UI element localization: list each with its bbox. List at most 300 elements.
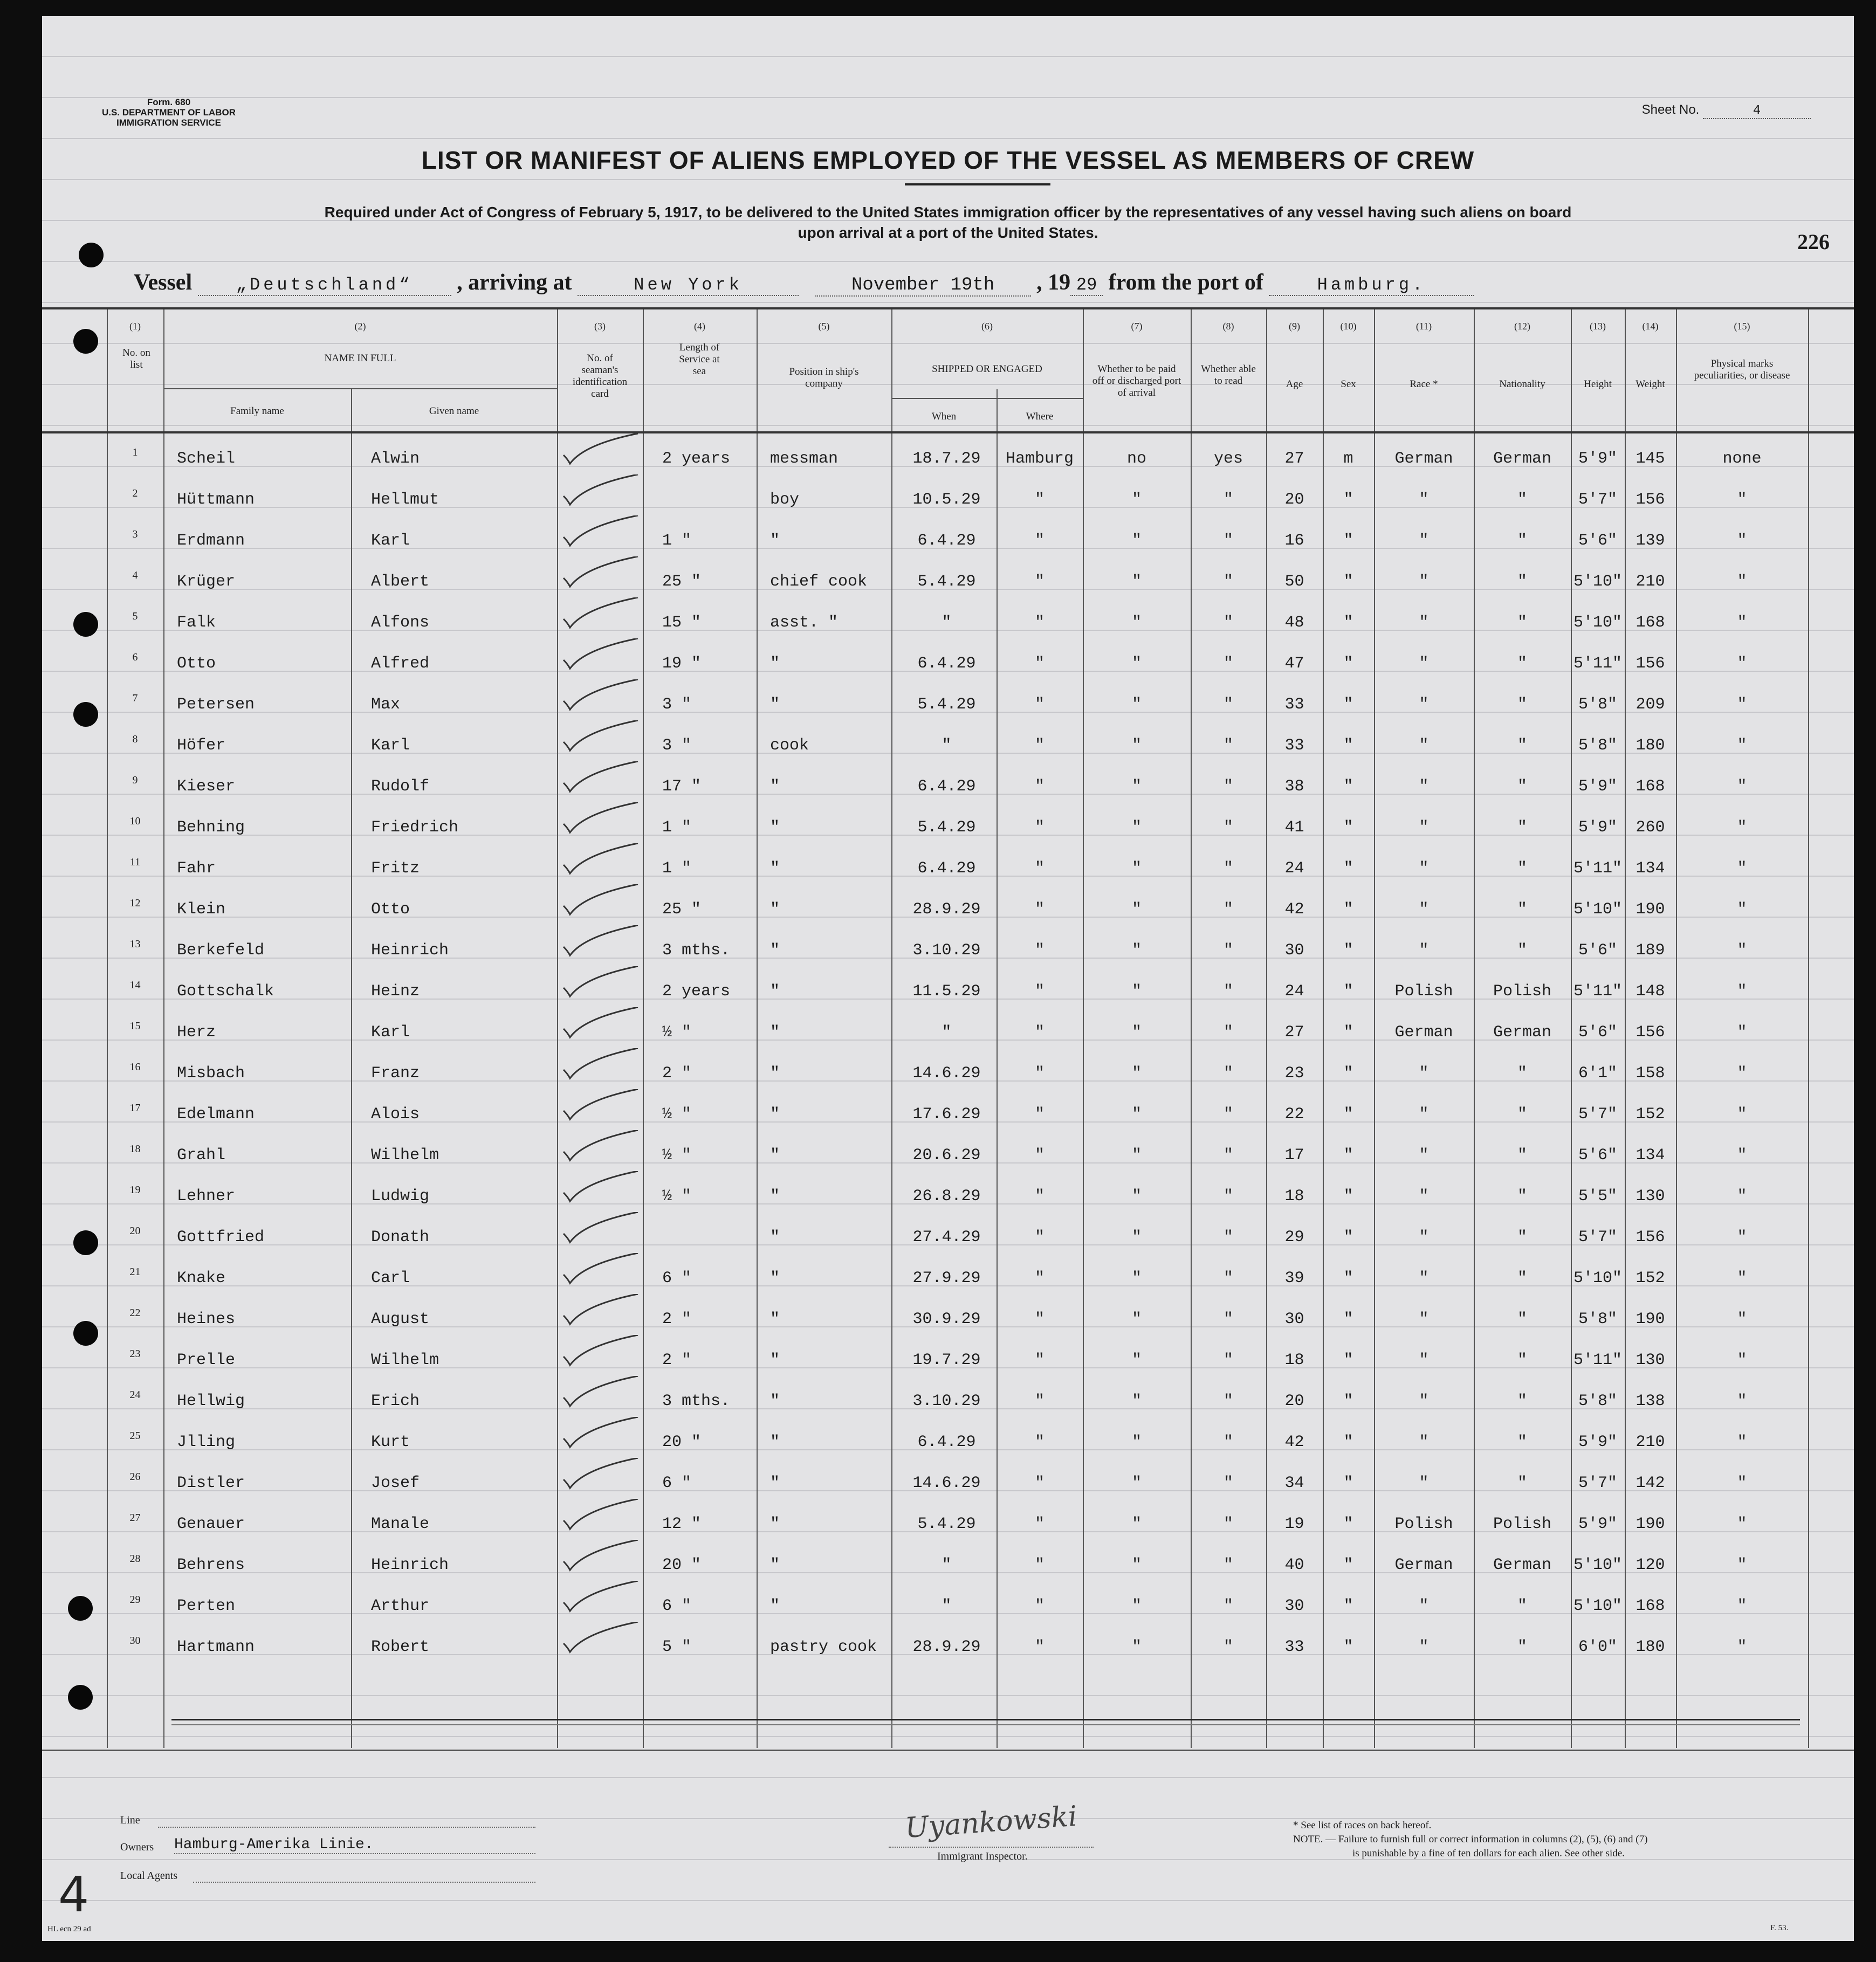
cell-marks: "	[1737, 1023, 1747, 1042]
cell-no: 23	[129, 1348, 141, 1360]
cell-when: 5.4.29	[917, 1515, 976, 1533]
cell-service: 6 "	[662, 1597, 692, 1615]
cell-given: Alois	[371, 1105, 420, 1124]
cell-sex: "	[1343, 1556, 1353, 1574]
check-mark-icon	[562, 433, 643, 466]
cell-paid: "	[1131, 1433, 1142, 1451]
cell-weight: 142	[1636, 1474, 1665, 1492]
cell-position: "	[770, 1064, 780, 1083]
cell-nat: "	[1517, 1351, 1527, 1369]
cell-weight: 156	[1636, 655, 1665, 673]
cell-marks: "	[1737, 859, 1747, 878]
cell-race: "	[1419, 1351, 1429, 1369]
cell-nat: "	[1517, 1269, 1527, 1288]
cell-no: 4	[132, 569, 138, 581]
cell-age: 42	[1284, 1433, 1304, 1451]
header-divider	[163, 388, 557, 389]
cell-marks: "	[1737, 736, 1747, 755]
cell-no: 14	[129, 979, 141, 991]
cell-service: 25 "	[662, 900, 702, 919]
cell-height: 5'7"	[1578, 1105, 1617, 1124]
cell-when: "	[942, 614, 952, 632]
cell-given: Carl	[371, 1269, 410, 1288]
cell-age: 19	[1284, 1515, 1304, 1533]
cell-height: 5'10"	[1573, 1556, 1622, 1574]
cell-race: "	[1419, 532, 1429, 550]
cell-position: "	[770, 655, 780, 673]
cell-race: "	[1419, 1392, 1429, 1410]
column-divider	[757, 309, 758, 1748]
cell-paid: "	[1131, 982, 1142, 1001]
cell-read: "	[1223, 1474, 1233, 1492]
cell-sex: "	[1343, 1515, 1353, 1533]
cell-nat: "	[1517, 573, 1527, 591]
cell-nat: "	[1517, 1638, 1527, 1656]
cell-when: 10.5.29	[912, 491, 981, 509]
cell-weight: 156	[1636, 491, 1665, 509]
cell-race: "	[1419, 900, 1429, 919]
cell-age: 34	[1284, 1474, 1304, 1492]
cell-weight: 168	[1636, 1597, 1665, 1615]
cell-given: Wilhelm	[371, 1351, 439, 1369]
cell-paid: "	[1131, 1023, 1142, 1042]
line-field	[158, 1827, 535, 1828]
cell-when: 27.9.29	[912, 1269, 981, 1288]
check-mark-icon	[562, 679, 643, 712]
cell-where: "	[1034, 655, 1044, 673]
cell-age: 41	[1284, 818, 1304, 837]
cell-nat: Polish	[1493, 1515, 1552, 1533]
cell-given: Otto	[371, 900, 410, 919]
cell-marks: "	[1737, 1515, 1747, 1533]
col-13-number: (13)	[1590, 321, 1606, 332]
cell-service: ½ "	[662, 1187, 692, 1206]
cell-when: 14.6.29	[912, 1064, 981, 1083]
check-mark-icon	[562, 1581, 643, 1613]
cell-when: 17.6.29	[912, 1105, 981, 1124]
cell-marks: "	[1737, 1433, 1747, 1451]
cell-service: 2 "	[662, 1064, 692, 1083]
col-2-header: NAME IN FULL	[324, 353, 396, 364]
cell-service: ½ "	[662, 1105, 692, 1124]
cell-where: "	[1034, 1474, 1044, 1492]
list-end-rule	[171, 1724, 1800, 1725]
cell-family: Falk	[177, 614, 216, 632]
cell-when: 30.9.29	[912, 1310, 981, 1328]
cell-race: "	[1419, 491, 1429, 509]
cell-age: 30	[1284, 1310, 1304, 1328]
cell-marks: "	[1737, 1474, 1747, 1492]
cell-marks: "	[1737, 532, 1747, 550]
cell-race: "	[1419, 1474, 1429, 1492]
cell-nat: "	[1517, 1474, 1527, 1492]
cell-no: 20	[129, 1225, 141, 1237]
cell-sex: "	[1343, 573, 1353, 591]
cell-family: Fahr	[177, 859, 216, 878]
cell-service: 19 "	[662, 655, 702, 673]
cell-where: "	[1034, 1597, 1044, 1615]
col-9-header: Age	[1286, 378, 1303, 390]
cell-nat: Polish	[1493, 982, 1552, 1001]
cell-position: messman	[770, 450, 839, 468]
cell-read: "	[1223, 1310, 1233, 1328]
col-10-header: Sex	[1341, 378, 1356, 390]
col-11-number: (11)	[1415, 321, 1432, 332]
cell-no: 10	[129, 815, 141, 827]
cell-read: "	[1223, 1597, 1233, 1615]
cell-marks: "	[1737, 1269, 1747, 1288]
cell-age: 42	[1284, 900, 1304, 919]
check-mark-icon	[562, 1048, 643, 1080]
col-2b-header: Given name	[429, 405, 479, 417]
cell-family: Behrens	[177, 1556, 245, 1574]
cell-position: "	[770, 1187, 780, 1206]
cell-family: Berkefeld	[177, 941, 265, 960]
cell-read: "	[1223, 736, 1233, 755]
cell-paid: "	[1131, 1556, 1142, 1574]
cell-weight: 189	[1636, 941, 1665, 960]
col-2a-header: Family name	[230, 405, 284, 417]
check-mark-icon	[562, 1171, 643, 1203]
cell-weight: 130	[1636, 1351, 1665, 1369]
cell-given: Heinrich	[371, 1556, 449, 1574]
cell-no: 28	[129, 1553, 141, 1565]
cell-marks: "	[1737, 982, 1747, 1001]
cell-height: 5'6"	[1578, 532, 1617, 550]
cell-family: Erdmann	[177, 532, 245, 550]
cell-given: Kurt	[371, 1433, 410, 1451]
year-prefix: , 19	[1036, 270, 1071, 295]
cell-family: Hartmann	[177, 1638, 255, 1656]
cell-position: "	[770, 1474, 780, 1492]
col-1-header: No. on list	[122, 347, 150, 370]
col-1-number: (1)	[129, 321, 141, 332]
cell-family: Hüttmann	[177, 491, 255, 509]
cell-no: 29	[129, 1594, 141, 1606]
cell-when: 28.9.29	[912, 1638, 981, 1656]
cell-weight: 134	[1636, 859, 1665, 878]
check-mark-icon	[562, 597, 643, 630]
cell-sex: "	[1343, 777, 1353, 796]
cell-marks: "	[1737, 1187, 1747, 1206]
cell-service: 17 "	[662, 777, 702, 796]
cell-position: "	[770, 777, 780, 796]
cell-age: 48	[1284, 614, 1304, 632]
cell-height: 5'10"	[1573, 900, 1622, 919]
cell-where: "	[1034, 1638, 1044, 1656]
cell-when: 5.4.29	[917, 573, 976, 591]
cell-marks: "	[1737, 1310, 1747, 1328]
cell-race: "	[1419, 1269, 1429, 1288]
cell-race: "	[1419, 1433, 1429, 1451]
cell-no: 1	[132, 446, 138, 458]
cell-given: Rudolf	[371, 777, 430, 796]
cell-paid: "	[1131, 1392, 1142, 1410]
binder-hole	[79, 243, 104, 267]
cell-race: "	[1419, 1597, 1429, 1615]
cell-weight: 120	[1636, 1556, 1665, 1574]
manifest-sheet	[42, 16, 1854, 1941]
cell-read: "	[1223, 614, 1233, 632]
cell-sex: "	[1343, 1064, 1353, 1083]
cell-marks: "	[1737, 655, 1747, 673]
cell-nat: "	[1517, 1433, 1527, 1451]
cell-marks: none	[1722, 450, 1762, 468]
cell-height: 5'7"	[1578, 1228, 1617, 1247]
cell-where: "	[1034, 1515, 1044, 1533]
col-10-number: (10)	[1340, 321, 1357, 332]
cell-read: "	[1223, 941, 1233, 960]
cell-paid: "	[1131, 491, 1142, 509]
cell-race: "	[1419, 818, 1429, 837]
cell-read: "	[1223, 1187, 1233, 1206]
cell-position: "	[770, 941, 780, 960]
cell-age: 33	[1284, 1638, 1304, 1656]
cell-height: 5'9"	[1578, 777, 1617, 796]
cell-height: 5'9"	[1578, 1515, 1617, 1533]
cell-where: "	[1034, 941, 1044, 960]
cell-marks: "	[1737, 1392, 1747, 1410]
check-mark-icon	[562, 515, 643, 548]
check-mark-icon	[562, 474, 643, 507]
cell-position: "	[770, 1269, 780, 1288]
cell-height: 5'7"	[1578, 1474, 1617, 1492]
cell-where: "	[1034, 736, 1044, 755]
cell-given: Alwin	[371, 450, 420, 468]
cell-marks: "	[1737, 1597, 1747, 1615]
cell-nat: "	[1517, 777, 1527, 796]
cell-marks: "	[1737, 900, 1747, 919]
cell-no: 6	[132, 651, 138, 663]
cell-weight: 139	[1636, 532, 1665, 550]
cell-race: "	[1419, 859, 1429, 878]
cell-service: 2 years	[662, 982, 731, 1001]
cell-service: 3 "	[662, 696, 692, 714]
page-title: LIST OR MANIFEST OF ALIENS EMPLOYED OF THE VESSEL AS MEMBERS OF CREW	[421, 146, 1475, 174]
cell-family: Gottfried	[177, 1228, 265, 1247]
cell-sex: "	[1343, 1392, 1353, 1410]
department-name: U.S. DEPARTMENT OF LABOR	[101, 107, 236, 118]
cell-read: "	[1223, 1392, 1233, 1410]
footer-divider	[42, 1750, 1854, 1751]
col-4-number: (4)	[694, 321, 705, 332]
cell-height: 5'8"	[1578, 696, 1617, 714]
cell-where: "	[1034, 1023, 1044, 1042]
cell-when: 14.6.29	[912, 1474, 981, 1492]
cell-where: "	[1034, 900, 1044, 919]
cell-height: 6'1"	[1578, 1064, 1617, 1083]
cell-weight: 260	[1636, 818, 1665, 837]
cell-race: "	[1419, 1146, 1429, 1165]
cell-paid: "	[1131, 1515, 1142, 1533]
cell-where: Hamburg	[1005, 450, 1074, 468]
cell-paid: "	[1131, 1351, 1142, 1369]
cell-position: "	[770, 1023, 780, 1042]
cell-nat: "	[1517, 859, 1527, 878]
cell-service: 2 "	[662, 1310, 692, 1328]
cell-sex: "	[1343, 1146, 1353, 1165]
cell-race: German	[1394, 1556, 1453, 1574]
col-6-header: SHIPPED OR ENGAGED	[932, 363, 1042, 375]
cell-family: Prelle	[177, 1351, 236, 1369]
cell-service: 20 "	[662, 1433, 702, 1451]
cell-nat: "	[1517, 1228, 1527, 1247]
check-mark-icon	[562, 1335, 643, 1367]
local-agents-field	[193, 1882, 535, 1883]
cell-position: "	[770, 1146, 780, 1165]
cell-no: 13	[129, 938, 141, 950]
cell-read: yes	[1213, 450, 1243, 468]
cell-marks: "	[1737, 614, 1747, 632]
cell-when: "	[942, 736, 952, 755]
cell-no: 12	[129, 897, 141, 909]
form-number: Form. 680	[147, 97, 191, 107]
arriving-label: , arriving at	[457, 270, 572, 295]
cell-height: 5'8"	[1578, 736, 1617, 755]
cell-marks: "	[1737, 941, 1747, 960]
cell-age: 30	[1284, 941, 1304, 960]
header-divider	[891, 398, 1083, 399]
cell-weight: 168	[1636, 614, 1665, 632]
cell-height: 5'9"	[1578, 1433, 1617, 1451]
cell-race: German	[1394, 450, 1453, 468]
cell-no: 8	[132, 733, 138, 745]
cell-read: "	[1223, 1146, 1233, 1165]
cell-read: "	[1223, 655, 1233, 673]
cell-marks: "	[1737, 1228, 1747, 1247]
cell-weight: 168	[1636, 777, 1665, 796]
cell-weight: 190	[1636, 900, 1665, 919]
cell-position: "	[770, 696, 780, 714]
cell-nat: "	[1517, 1392, 1527, 1410]
check-mark-icon	[562, 720, 643, 753]
cell-service: 2 "	[662, 1351, 692, 1369]
col-15-header: Physical marks peculiarities, or disease	[1694, 358, 1790, 381]
cell-where: "	[1034, 1228, 1044, 1247]
check-mark-icon	[562, 1499, 643, 1531]
cell-where: "	[1034, 1105, 1044, 1124]
cell-family: Krüger	[177, 573, 236, 591]
cell-service: 25 "	[662, 573, 702, 591]
check-mark-icon	[562, 884, 643, 917]
cell-age: 50	[1284, 573, 1304, 591]
cell-no: 30	[129, 1635, 141, 1647]
cell-given: Hellmut	[371, 491, 439, 509]
cell-service: 15 "	[662, 614, 702, 632]
cell-position: boy	[770, 491, 800, 509]
cell-family: Misbach	[177, 1064, 245, 1083]
cell-no: 3	[132, 528, 138, 540]
check-mark-icon	[562, 1089, 643, 1121]
cell-no: 27	[129, 1512, 141, 1524]
cell-paid: "	[1131, 1310, 1142, 1328]
cell-family: Herz	[177, 1023, 216, 1042]
cell-age: 33	[1284, 736, 1304, 755]
cell-sex: "	[1343, 1023, 1353, 1042]
cell-position: "	[770, 1515, 780, 1533]
cell-when: "	[942, 1023, 952, 1042]
form-code: F. 53.	[1770, 1924, 1789, 1932]
cell-no: 11	[129, 856, 141, 868]
cell-sex: "	[1343, 1474, 1353, 1492]
cell-position: "	[770, 859, 780, 878]
cell-paid: "	[1131, 1105, 1142, 1124]
cell-no: 5	[132, 610, 138, 622]
cell-nat: "	[1517, 941, 1527, 960]
cell-sex: "	[1343, 491, 1353, 509]
cell-when: 6.4.29	[917, 532, 976, 550]
cell-paid: "	[1131, 1228, 1142, 1247]
cell-read: "	[1223, 1351, 1233, 1369]
cell-sex: "	[1343, 614, 1353, 632]
col-12-header: Nationality	[1499, 378, 1545, 390]
cell-paid: "	[1131, 900, 1142, 919]
cell-no: 25	[129, 1430, 141, 1442]
cell-service: 3 "	[662, 736, 692, 755]
cell-nat: "	[1517, 1310, 1527, 1328]
cell-when: 6.4.29	[917, 655, 976, 673]
arrival-port: New York	[578, 275, 799, 296]
cell-position: "	[770, 1556, 780, 1574]
cell-when: "	[942, 1597, 952, 1615]
cell-age: 20	[1284, 491, 1304, 509]
cell-height: 5'7"	[1578, 491, 1617, 509]
check-mark-icon	[562, 1130, 643, 1162]
cell-age: 23	[1284, 1064, 1304, 1083]
cell-paid: "	[1131, 573, 1142, 591]
cell-given: Max	[371, 696, 401, 714]
col-8-header: Whether able to read	[1201, 363, 1256, 387]
cell-marks: "	[1737, 1146, 1747, 1165]
col-2-number: (2)	[354, 321, 366, 332]
cell-where: "	[1034, 818, 1044, 837]
penalty-note-1: NOTE. — Failure to furnish full or correct information in columns (2), (5), (6) and (7)	[1293, 1834, 1648, 1845]
cell-paid: "	[1131, 655, 1142, 673]
cell-sex: "	[1343, 1310, 1353, 1328]
form-identifier	[85, 97, 252, 128]
vessel-label: Vessel	[134, 270, 193, 295]
cell-paid: "	[1131, 818, 1142, 837]
vessel-line	[134, 270, 1474, 297]
penalty-note-2: is punishable by a fine of ten dollars for each alien. See other side.	[1352, 1848, 1625, 1859]
cell-height: 5'8"	[1578, 1310, 1617, 1328]
cell-nat: "	[1517, 900, 1527, 919]
cell-read: "	[1223, 696, 1233, 714]
check-mark-icon	[562, 1294, 643, 1326]
cell-position: "	[770, 1597, 780, 1615]
cell-service: 2 years	[662, 450, 731, 468]
cell-no: 21	[129, 1266, 141, 1278]
cell-no: 16	[129, 1061, 141, 1073]
cell-no: 22	[129, 1307, 141, 1319]
cell-nat: "	[1517, 1146, 1527, 1165]
cell-service: 6 "	[662, 1269, 692, 1288]
col-14-number: (14)	[1642, 321, 1659, 332]
cell-paid: "	[1131, 1187, 1142, 1206]
cell-family: Lehner	[177, 1187, 236, 1206]
cell-no: 24	[129, 1389, 141, 1401]
cell-service: 6 "	[662, 1474, 692, 1492]
col-3-header: No. of seaman's identification card	[572, 353, 628, 400]
cell-height: 5'11"	[1573, 1351, 1622, 1369]
cell-given: Josef	[371, 1474, 420, 1492]
check-mark-icon	[562, 802, 643, 835]
cell-sex: "	[1343, 696, 1353, 714]
cell-read: "	[1223, 777, 1233, 796]
cell-marks: "	[1737, 1351, 1747, 1369]
cell-position: "	[770, 818, 780, 837]
cell-given: Alfred	[371, 655, 430, 673]
